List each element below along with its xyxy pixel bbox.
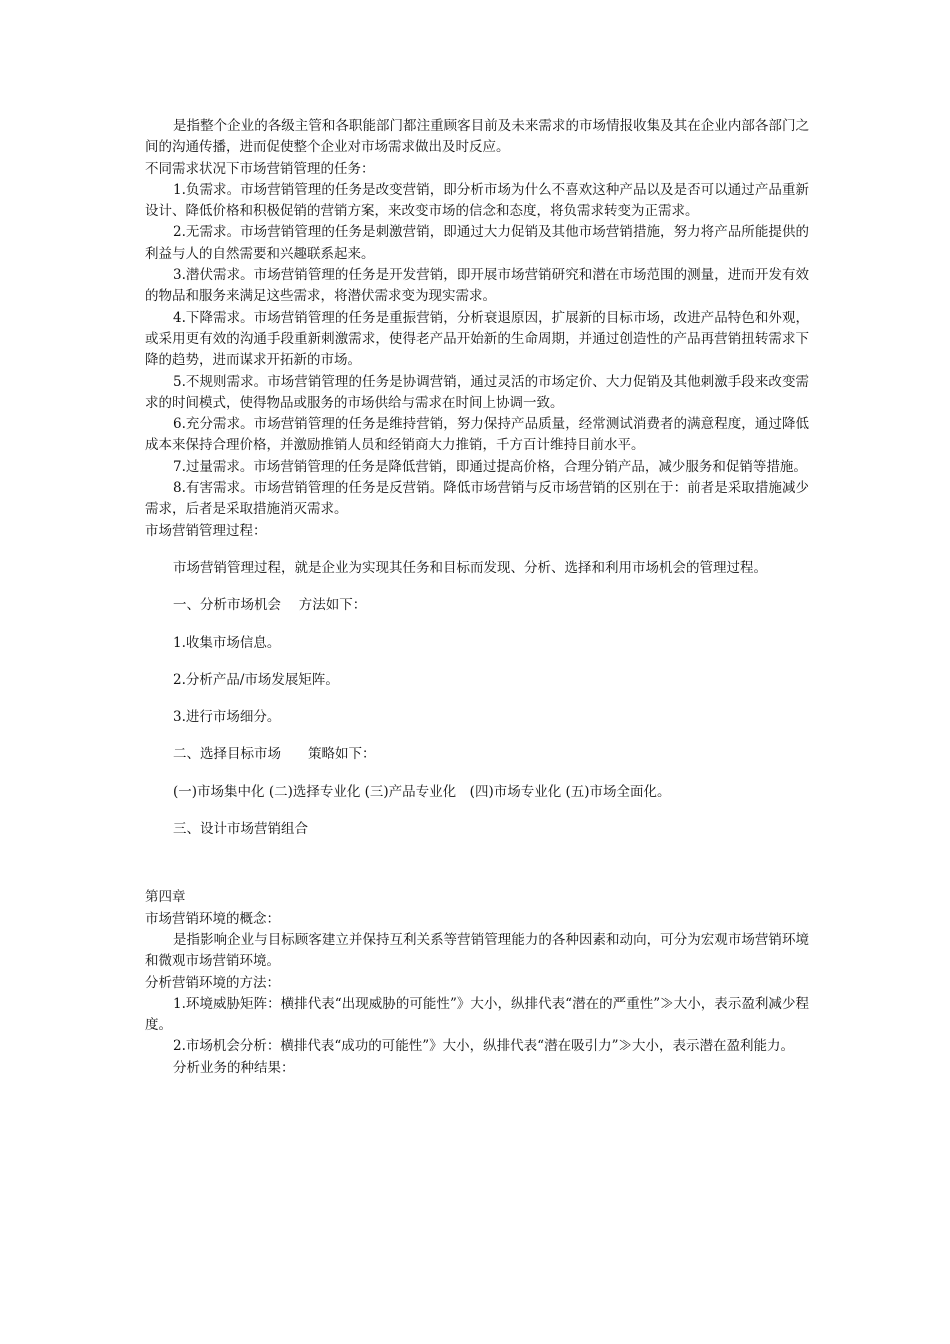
demand-item: 5.不规则需求。市场营销管理的任务是协调营销，通过灵活的市场定价、大力促销及其他刺激手段来改变需求的时间模式，使得物品或服务的市场供给与需求在时间上协调一致。: [145, 373, 809, 411]
document-page: [145, 116, 809, 1079]
method-item: 2.市场机会分析：横排代表“成功的可能性”》大小，纵排代表“潜在吸引力”≫大小，表示潜在盈利能力。: [173, 1038, 794, 1055]
process-step: 1.收集市场信息。: [173, 634, 281, 651]
demand-item: 4.下降需求。市场营销管理的任务是重振营销，分析衰退原因，扩展新的目标市场，改进产品特色和外观，或采用更有效的沟通手段重新刺激需求，使得老产品开始新的生命周期，并通过创造性的产品再营销扭转需求下降的趋势，进而谋求开拓新的市场。: [145, 309, 809, 369]
method-item: 1.环境威胁矩阵：横排代表“出现威胁的可能性”》大小，纵排代表“潜在的严重性”≫大小，表示盈利减少程度。: [145, 995, 809, 1034]
chapter-title: 第四章: [145, 889, 186, 906]
env-heading: 市场营销环境的概念：: [145, 910, 280, 927]
method-heading: 分析营销环境的方法：: [145, 974, 280, 991]
results-heading: 分析业务的种结果：: [173, 1059, 295, 1076]
process-step: (一)市场集中化 (二)选择专业化 (三)产品专业化 (四)市场专业化 (五)市场全面化。: [173, 783, 671, 800]
section-spacer: [145, 840, 809, 887]
demand-item: 3.潜伏需求。市场营销管理的任务是开发营销，即开展市场营销研究和潜在市场范围的测量，进而开发有效的物品和服务来满足这些需求，将潜伏需求变为现实需求。: [145, 267, 809, 305]
demand-item: 2.无需求。市场营销管理的任务是刺激营销，即通过大力促销及其他市场营销措施，努力将产品所能提供的利益与人的自然需要和兴趣联系起来。: [145, 224, 809, 262]
process-step: 一、分析市场机会 方法如下：: [173, 597, 367, 614]
demand-item: 8.有害需求。市场营销管理的任务是反营销。降低市场营销与反市场营销的区别在于：前者是采取措施减少需求，后者是采取措施消灭需求。: [145, 480, 809, 518]
demand-item: 7.过量需求。市场营销管理的任务是降低营销，即通过提高价格，合理分销产品，减少服务和促销等措施。: [173, 458, 807, 475]
process-definition: 市场营销管理过程，就是企业为实现其任务和目标而发现、分析、选择和利用市场机会的管理过程。: [173, 559, 767, 576]
process-step: 2.分析产品/市场发展矩阵。: [173, 671, 339, 688]
env-definition: 是指影响企业与目标顾客建立并保持互利关系等营销管理能力的各种因素和动向，可分为宏观市场营销环境和微观市场营销环境。: [145, 931, 809, 970]
process-heading: 市场营销管理过程：: [145, 522, 267, 539]
demand-heading: 不同需求状况下市场营销管理的任务：: [145, 160, 375, 177]
process-step: 二、选择目标市场 策略如下：: [173, 746, 376, 763]
demand-item: 6.充分需求。市场营销管理的任务是维持营销，努力保持产品质量，经常测试消费者的满意程度，通过降低成本来保持合理价格，并激励推销人员和经销商大力推销，千方百计维持目前水平。: [145, 416, 809, 454]
intro-paragraph: 是指整个企业的各级主管和各职能部门都注重顾客目前及未来需求的市场情报收集及其在企业内部各部门之间的沟通传播，进而促使整个企业对市场需求做出及时反应。: [145, 118, 809, 156]
process-step: 3.进行市场细分。: [173, 709, 281, 726]
process-step: 三、设计市场营销组合: [173, 821, 308, 838]
demand-item: 1.负需求。市场营销管理的任务是改变营销，即分析市场为什么不喜欢这种产品以及是否可以通过产品重新设计、降低价格和积极促销的营销方案，来改变市场的信念和态度，将负需求转变为正需求。: [145, 181, 809, 220]
